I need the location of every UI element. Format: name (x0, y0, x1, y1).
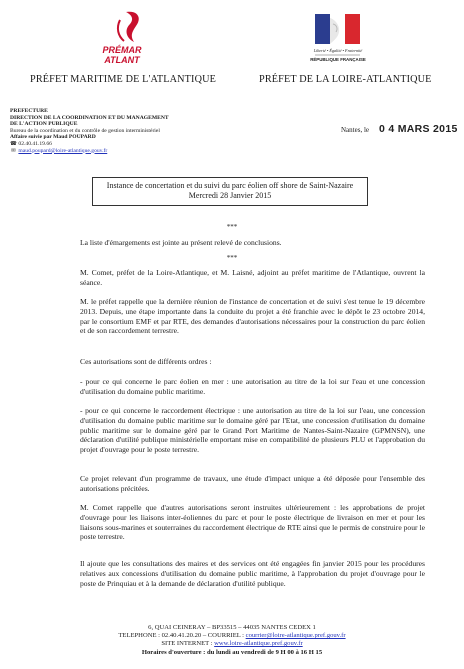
footer-email-link[interactable]: courrier@loire-atlantique.pref.gouv.fr (245, 632, 346, 640)
date-line (341, 119, 458, 137)
meeting-date: Mercredi 28 Janvier 2015 (188, 191, 272, 200)
paragraph-rappel: M. le préfet rappelle que la dernière réunion de l'instance de concertation et de suivi s'est tenue le 19 décembre 2013. Depuis, une étape importante dans la conduite du projet a été franchie avec le dépôt le 23 octobre 2014, par le consortium EMF et par RTE, des demandes d'autorisations nécessaires pour la construction du parc éolien et de son raccordement terrestre. (80, 297, 425, 336)
footer-hours: Horaires d'ouverture : du lundi au vendredi de 9 H 00 à 16 H 15 (141, 648, 323, 656)
premar-logo-text: PRÉMAR (102, 45, 142, 55)
footer-contact (0, 632, 464, 640)
date-place: Nantes, le (341, 126, 369, 134)
paragraph-emargements: La liste d'émargements est jointe au présent relevé de conclusions. (80, 238, 282, 247)
paragraph-autorisations: Ces autorisations sont de différents ordres : (80, 357, 212, 366)
paragraph-parc-eolien: - pour ce qui concerne le parc éolien en mer : une autorisation au titre de la loi sur l'eau et une concession d'utilisation du domaine public maritime. (80, 377, 425, 396)
sender-phone-row (10, 141, 169, 148)
footer-site-link[interactable]: www.loire-atlantique.pref.gouv.fr (214, 640, 303, 648)
phone-icon: ☎ (10, 140, 17, 147)
paragraph-autres-autorisations: M. Comet rappelle que d'autres autorisations seront instruites ultérieurement : les approbations de projet d'ouvrage pour les liaisons inter-éoliennes du parc et pour le poste électrique de livraison en mer et pour les liaisons sous-marines et souterraines du raccordement électrique de RTE ainsi que le permis de construire pour le poste terrestre. (80, 503, 425, 542)
page-footer (0, 624, 464, 657)
sender-block (10, 108, 169, 154)
republique-text: RÉPUBLIQUE FRANÇAISE (310, 57, 366, 62)
meeting-title-box (92, 177, 368, 206)
sender-prefecture: PREFECTURE (10, 108, 48, 114)
sender-direction-2: DE L'ACTION PUBLIQUE (10, 121, 78, 128)
marianne-logo (303, 10, 373, 72)
sender-phone: 02.40.41.19.66 (18, 140, 52, 147)
premar-atlant-logo (86, 8, 158, 70)
meeting-title: Instance de concertation et du suivi du parc éolien off shore de Saint-Nazaire (106, 181, 354, 190)
paragraph-consultations: Il ajoute que les consultations des maires et des services ont été engagées fin janvier 2015 pour les procédures relatives aux concessions d'utilisation du domaine public maritime, à l'approbation du projet d'ouvrage pour le poste de Prinquiau et à la demande de déclaration d'utilité publique. (80, 559, 425, 588)
sender-affaire: Affaire suivie par Maud POUPARD (10, 134, 96, 141)
separator-2: *** (226, 254, 238, 262)
atlant-logo-text: ATLANT (104, 55, 140, 65)
motto-text: Liberté • Égalité • Fraternité (313, 48, 363, 53)
footer-address: 6, QUAI CEINERAY – BP33515 – 44035 NANTES CEDEX 1 (148, 624, 316, 631)
mail-icon: ✉ (11, 147, 16, 154)
paragraph-raccordement: - pour ce qui concerne le raccordement électrique : une autorisation au titre de la loi sur l'eau, une concession d'utilisation du domaine public maritime sur le domaine géré par l'Etat, une concession d'utilisation du domaine public maritime sur le domaine géré par le Grand Port Maritime de Nantes-Saint-Nazaire (GPMNSN), une déclaration d'utilité publique ministérielle emportant mise en compatibilité de plusieurs PLU et l'approbation du projet d'ouvrage pour le poste terrestre. (80, 406, 425, 455)
prefet-loire-title: PRÉFET DE LA LOIRE-ATLANTIQUE (259, 74, 432, 85)
footer-site-label: SITE INTERNET : (161, 640, 215, 648)
paragraph-ouverture: M. Comet, préfet de la Loire-Atlantique, et M. Laisné, adjoint au préfet maritime de l'Atlantique, ouvrent la séance. (80, 268, 425, 287)
sender-bureau: Bureau de la coordination et du contrôle de gestion interministériel (10, 127, 160, 134)
separator-1: *** (226, 223, 238, 231)
sender-email-row (10, 148, 169, 155)
prefet-maritime-title: PRÉFET MARITIME DE L'ATLANTIQUE (30, 74, 216, 85)
footer-phone: TELEPHONE : 02.40.41.20.20 – COURRIEL : (118, 632, 246, 640)
date-stamp: 0 4 MARS 2015 (379, 123, 458, 135)
paragraph-etude-impact: Ce projet relevant d'un programme de travaux, une étude d'impact unique a été déposée pour l'ensemble des autorisations précitées. (80, 474, 425, 493)
footer-site (0, 640, 464, 648)
sender-email-link[interactable]: maud.poupard@loire-atlantique.gouv.fr (18, 147, 108, 154)
sender-direction: DIRECTION DE LA COORDINATION ET DU MANAGEMENT (10, 114, 169, 121)
